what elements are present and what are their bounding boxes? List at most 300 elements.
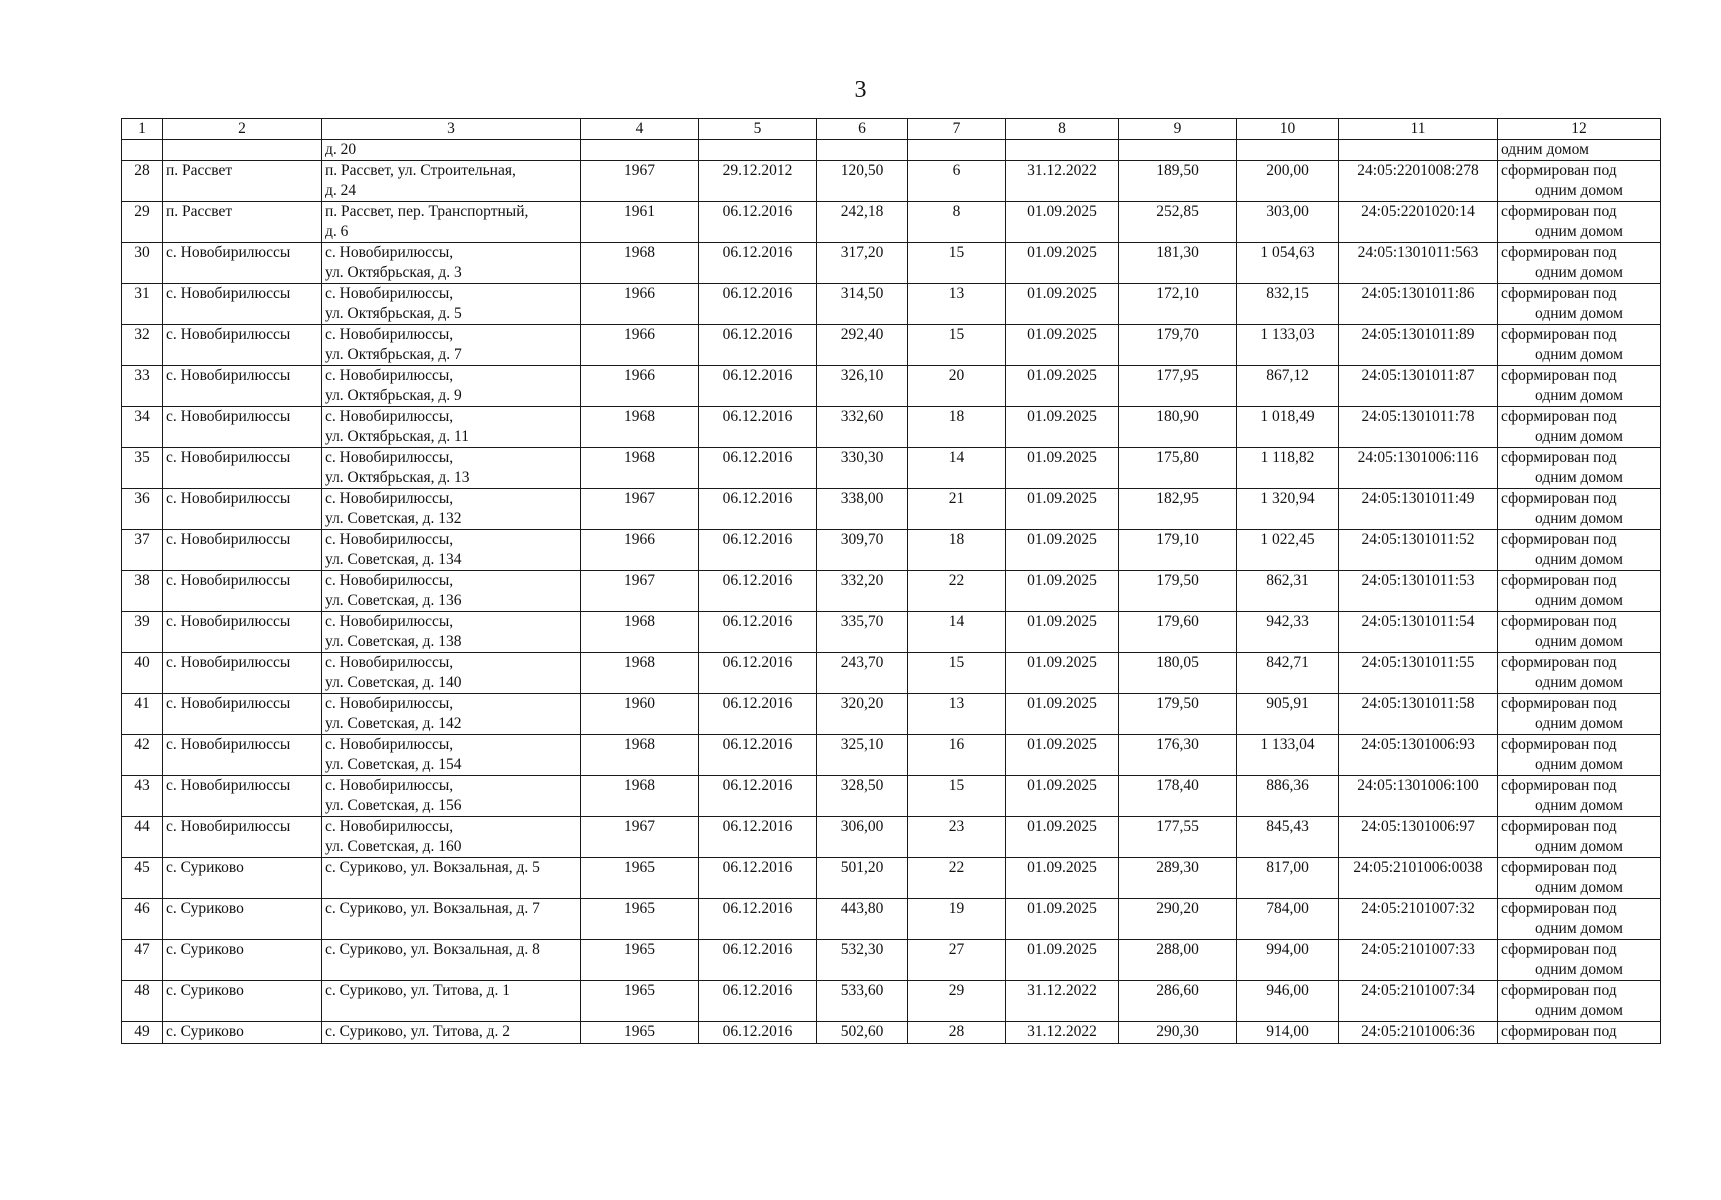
date-recognized-cell: 06.12.2016 [699, 735, 817, 776]
deadline-cell: 01.09.2025 [1006, 776, 1119, 817]
settlement-cell: с. Новобирилюссы [163, 366, 322, 407]
address-cell [322, 981, 581, 1022]
settlement-cell: с. Новобирилюссы [163, 284, 322, 325]
status-cell [1498, 284, 1661, 325]
settlement-cell: с. Новобирилюссы [163, 489, 322, 530]
residents-cell: 15 [908, 776, 1006, 817]
address-cell-line: с. Новобирилюссы, [325, 613, 454, 630]
row-number-cell: 32 [122, 325, 163, 366]
cadastral-number-cell: 24:05:1301011:87 [1339, 366, 1498, 407]
cadastral-number-cell: 24:05:2101006:36 [1339, 1022, 1498, 1044]
cost-cell: 179,50 [1119, 571, 1237, 612]
status-cell-line: одним домом [1535, 715, 1623, 732]
year-cell: 1965 [581, 981, 699, 1022]
cadastral-number-cell: 24:05:1301011:49 [1339, 489, 1498, 530]
settlement-cell: п. Рассвет [163, 202, 322, 243]
deadline-cell: 01.09.2025 [1006, 817, 1119, 858]
status-cell [1498, 735, 1661, 776]
table-row [122, 202, 1661, 243]
address-cell-line: ул. Советская, д. 136 [325, 592, 462, 609]
date-recognized-cell: 06.12.2016 [699, 530, 817, 571]
cost-cell: 290,30 [1119, 1022, 1237, 1044]
date-recognized-cell: 06.12.2016 [699, 899, 817, 940]
address-cell [322, 325, 581, 366]
table-row [122, 940, 1661, 981]
status-cell [1498, 243, 1661, 284]
status-cell-line: одним домом [1535, 387, 1623, 404]
area-cell: 328,50 [817, 776, 908, 817]
settlement-cell: с. Суриково [163, 981, 322, 1022]
date-recognized-cell: 06.12.2016 [699, 1022, 817, 1044]
date-recognized-cell: 06.12.2016 [699, 407, 817, 448]
deadline-cell: 31.12.2022 [1006, 161, 1119, 202]
settlement-cell: с. Новобирилюссы [163, 735, 322, 776]
year-cell: 1968 [581, 653, 699, 694]
status-cell-line: одним домом [1535, 1002, 1623, 1019]
status-cell-line: сформирован под [1501, 736, 1617, 753]
address-cell-line: ул. Октябрьская, д. 11 [325, 428, 469, 445]
deadline-cell: 01.09.2025 [1006, 325, 1119, 366]
status-cell [1498, 489, 1661, 530]
settlement-cell: с. Суриково [163, 940, 322, 981]
settlement-cell: с. Новобирилюссы [163, 694, 322, 735]
deadline-cell: 01.09.2025 [1006, 899, 1119, 940]
status-cell-line: одним домом [1535, 797, 1623, 814]
area-cell: 332,60 [817, 407, 908, 448]
settlement-cell: с. Суриково [163, 858, 322, 899]
deadline-cell: 01.09.2025 [1006, 407, 1119, 448]
status-cell [1498, 612, 1661, 653]
row-number-cell: 30 [122, 243, 163, 284]
date-recognized-cell: 06.12.2016 [699, 571, 817, 612]
deadline-cell: 01.09.2025 [1006, 612, 1119, 653]
status-cell-line: одним домом [1535, 510, 1623, 527]
area-cell: 309,70 [817, 530, 908, 571]
year-cell: 1967 [581, 571, 699, 612]
land-area-cell: 1 133,04 [1237, 735, 1339, 776]
status-cell-line: одним домом [1535, 961, 1623, 978]
area-cell: 292,40 [817, 325, 908, 366]
table-row [122, 735, 1661, 776]
settlement-cell: с. Новобирилюссы [163, 571, 322, 612]
residents-cell: 8 [908, 202, 1006, 243]
status-cell-line: сформирован под [1501, 900, 1617, 917]
address-cell-line: ул. Октябрьская, д. 3 [325, 264, 462, 281]
status-cell [1498, 981, 1661, 1022]
status-cell-line: одним домом [1535, 551, 1623, 568]
residents-cell: 29 [908, 981, 1006, 1022]
date-recognized-cell: 06.12.2016 [699, 776, 817, 817]
year-cell: 1965 [581, 899, 699, 940]
status-cell-line: сформирован под [1501, 490, 1617, 507]
status-cell-line: одним домом [1535, 920, 1623, 937]
table-row [122, 653, 1661, 694]
column-header: 10 [1237, 119, 1339, 140]
cost-cell: 175,80 [1119, 448, 1237, 489]
cadastral-number-cell: 24:05:1301011:53 [1339, 571, 1498, 612]
address-cell-line: д. 6 [325, 223, 349, 240]
row-number-cell: 41 [122, 694, 163, 735]
land-area-cell: 905,91 [1237, 694, 1339, 735]
area-cell: 501,20 [817, 858, 908, 899]
table-row [122, 776, 1661, 817]
area-cell: 320,20 [817, 694, 908, 735]
status-cell-line: сформирован под [1501, 326, 1617, 343]
area-cell: 120,50 [817, 161, 908, 202]
address-cell: с. Суриково, ул. Титова, д. 2 [322, 1022, 581, 1044]
year-cell: 1961 [581, 202, 699, 243]
address-cell-line: с. Новобирилюссы, [325, 818, 454, 835]
area-cell: 533,60 [817, 981, 908, 1022]
status-cell [1498, 530, 1661, 571]
date-recognized-cell: 06.12.2016 [699, 694, 817, 735]
status-cell-line: одним домом [1535, 633, 1623, 650]
land-area-cell: 914,00 [1237, 1022, 1339, 1044]
address-cell [322, 366, 581, 407]
settlement-cell: с. Новобирилюссы [163, 407, 322, 448]
settlement-cell: с. Новобирилюссы [163, 653, 322, 694]
row-number-cell: 49 [122, 1022, 163, 1044]
address-cell [322, 735, 581, 776]
deadline-cell: 01.09.2025 [1006, 940, 1119, 981]
deadline-cell: 01.09.2025 [1006, 694, 1119, 735]
continued-row [122, 140, 1661, 161]
date-recognized-cell: 06.12.2016 [699, 981, 817, 1022]
row-number-cell: 45 [122, 858, 163, 899]
residents-cell: 15 [908, 243, 1006, 284]
status-cell-line: сформирован под [1501, 613, 1617, 630]
date-recognized-cell: 06.12.2016 [699, 448, 817, 489]
deadline-cell: 31.12.2022 [1006, 981, 1119, 1022]
address-cell-line: с. Новобирилюссы, [325, 244, 454, 261]
deadline-cell: 01.09.2025 [1006, 489, 1119, 530]
residents-cell: 28 [908, 1022, 1006, 1044]
residents-cell: 15 [908, 653, 1006, 694]
status-cell-line: одним домом [1535, 756, 1623, 773]
address-cell [322, 817, 581, 858]
table-row [122, 366, 1661, 407]
date-recognized-cell: 06.12.2016 [699, 243, 817, 284]
year-cell: 1965 [581, 1022, 699, 1044]
status-cell-line: сформирован под [1501, 285, 1617, 302]
cost-cell: 177,55 [1119, 817, 1237, 858]
status-cell-line: сформирован под [1501, 203, 1617, 220]
cadastral-number-cell: 24:05:2101007:32 [1339, 899, 1498, 940]
row-number-cell: 34 [122, 407, 163, 448]
housing-registry-table [121, 118, 1661, 1044]
address-cell-line: с. Новобирилюссы, [325, 326, 454, 343]
cost-cell: 179,60 [1119, 612, 1237, 653]
deadline-cell: 01.09.2025 [1006, 653, 1119, 694]
date-recognized-cell: 06.12.2016 [699, 366, 817, 407]
status-cell-line: одним домом [1535, 346, 1623, 363]
address-cell-line: с. Суриково, ул. Вокзальная, д. 5 [325, 859, 540, 876]
status-cell-line: одним домом [1535, 592, 1623, 609]
status-cell-line: одним домом [1535, 879, 1623, 896]
residents-cell: 14 [908, 612, 1006, 653]
cadastral-number-cell: 24:05:1301011:55 [1339, 653, 1498, 694]
row-number-cell: 38 [122, 571, 163, 612]
column-header: 1 [122, 119, 163, 140]
address-cell-line: ул. Советская, д. 134 [325, 551, 462, 568]
residents-cell: 23 [908, 817, 1006, 858]
cadastral-number-cell: 24:05:1301011:52 [1339, 530, 1498, 571]
deadline-cell: 01.09.2025 [1006, 858, 1119, 899]
row-number-cell: 36 [122, 489, 163, 530]
cost-cell: 180,05 [1119, 653, 1237, 694]
area-cell: 325,10 [817, 735, 908, 776]
row-number-cell: 46 [122, 899, 163, 940]
address-cell-line: ул. Советская, д. 160 [325, 838, 462, 855]
residents-cell: 6 [908, 161, 1006, 202]
deadline-cell: 01.09.2025 [1006, 571, 1119, 612]
settlement-cell: с. Новобирилюссы [163, 776, 322, 817]
deadline-cell: 31.12.2022 [1006, 1022, 1119, 1044]
residents-cell: 22 [908, 858, 1006, 899]
row-number-cell: 29 [122, 202, 163, 243]
address-cell-line: с. Суриково, ул. Титова, д. 1 [325, 982, 510, 999]
address-cell [322, 694, 581, 735]
table-row [122, 407, 1661, 448]
status-cell [1498, 407, 1661, 448]
deadline-cell: 01.09.2025 [1006, 366, 1119, 407]
status-cell [1498, 858, 1661, 899]
cadastral-number-cell: 24:05:2101007:33 [1339, 940, 1498, 981]
cadastral-number-cell: 24:05:1301011:86 [1339, 284, 1498, 325]
address-cell [322, 776, 581, 817]
address-cell-line: с. Новобирилюссы, [325, 654, 454, 671]
address-cell-line: с. Новобирилюссы, [325, 572, 454, 589]
cadastral-number-cell: 24:05:1301006:116 [1339, 448, 1498, 489]
cadastral-number-cell: 24:05:2201008:278 [1339, 161, 1498, 202]
area-cell: 242,18 [817, 202, 908, 243]
row-number-cell: 39 [122, 612, 163, 653]
address-cell-line: ул. Советская, д. 142 [325, 715, 462, 732]
row-number-cell: 35 [122, 448, 163, 489]
cadastral-number-cell: 24:05:2201020:14 [1339, 202, 1498, 243]
area-cell: 335,70 [817, 612, 908, 653]
land-area-cell: 994,00 [1237, 940, 1339, 981]
column-header: 8 [1006, 119, 1119, 140]
date-recognized-cell: 06.12.2016 [699, 202, 817, 243]
status-cell [1498, 776, 1661, 817]
address-cell [322, 202, 581, 243]
cost-cell: 289,30 [1119, 858, 1237, 899]
address-cell [322, 571, 581, 612]
deadline-cell: 01.09.2025 [1006, 735, 1119, 776]
date-recognized-cell: 06.12.2016 [699, 284, 817, 325]
cost-cell: 288,00 [1119, 940, 1237, 981]
residents-cell: 16 [908, 735, 1006, 776]
address-cell [322, 407, 581, 448]
column-header: 5 [699, 119, 817, 140]
status-cell-line: сформирован под [1501, 654, 1617, 671]
row-number-cell: 48 [122, 981, 163, 1022]
land-area-cell: 1 320,94 [1237, 489, 1339, 530]
status-cell [1498, 366, 1661, 407]
date-recognized-cell: 06.12.2016 [699, 612, 817, 653]
row-number-cell: 40 [122, 653, 163, 694]
cost-cell: 290,20 [1119, 899, 1237, 940]
status-cell-line: одним домом [1535, 674, 1623, 691]
cost-cell: 178,40 [1119, 776, 1237, 817]
table-row [122, 448, 1661, 489]
status-cell-line: одним домом [1535, 223, 1623, 240]
address-cell [322, 612, 581, 653]
land-area-cell: 1 133,03 [1237, 325, 1339, 366]
address-cell-line: с. Суриково, ул. Вокзальная, д. 7 [325, 900, 540, 917]
row-number-cell: 42 [122, 735, 163, 776]
address-cell-line: ул. Октябрьская, д. 5 [325, 305, 462, 322]
address-cell-line: д. 24 [325, 182, 357, 199]
date-recognized-cell: 06.12.2016 [699, 325, 817, 366]
table-row [122, 899, 1661, 940]
address-cell-line: с. Новобирилюссы, [325, 408, 454, 425]
status-cell [1498, 653, 1661, 694]
address-cell-line: с. Новобирилюссы, [325, 449, 454, 466]
address-cell [322, 284, 581, 325]
year-cell: 1968 [581, 243, 699, 284]
status-cell [1498, 202, 1661, 243]
year-cell: 1966 [581, 366, 699, 407]
land-area-cell: 886,36 [1237, 776, 1339, 817]
address-cell-line: ул. Октябрьская, д. 9 [325, 387, 462, 404]
year-cell: 1966 [581, 284, 699, 325]
cost-cell: 189,50 [1119, 161, 1237, 202]
residents-cell: 27 [908, 940, 1006, 981]
deadline-cell: 01.09.2025 [1006, 530, 1119, 571]
table-row [122, 325, 1661, 366]
column-header: 4 [581, 119, 699, 140]
address-cell [322, 243, 581, 284]
address-cell-line: с. Новобирилюссы, [325, 695, 454, 712]
year-cell: 1968 [581, 776, 699, 817]
row-number-cell: 31 [122, 284, 163, 325]
area-cell: 314,50 [817, 284, 908, 325]
land-area-cell: 845,43 [1237, 817, 1339, 858]
address-cell-line: ул. Октябрьская, д. 13 [325, 469, 470, 486]
table-row [122, 243, 1661, 284]
status-cell [1498, 817, 1661, 858]
status-cell-line: сформирован под [1501, 531, 1617, 548]
land-area-cell: 200,00 [1237, 161, 1339, 202]
status-cell [1498, 694, 1661, 735]
status-cell-line: одним домом [1535, 838, 1623, 855]
area-cell: 443,80 [817, 899, 908, 940]
year-cell: 1960 [581, 694, 699, 735]
residents-cell: 20 [908, 366, 1006, 407]
status-cell-line: одним домом [1535, 305, 1623, 322]
address-cell-line: с. Новобирилюссы, [325, 367, 454, 384]
residents-cell: 22 [908, 571, 1006, 612]
year-cell: 1966 [581, 325, 699, 366]
deadline-cell: 01.09.2025 [1006, 284, 1119, 325]
status-cell: сформирован под [1498, 1022, 1661, 1044]
land-area-cell: 1 018,49 [1237, 407, 1339, 448]
address-cell-line: ул. Советская, д. 154 [325, 756, 462, 773]
land-area-cell: 832,15 [1237, 284, 1339, 325]
area-cell: 330,30 [817, 448, 908, 489]
row-number-cell: 44 [122, 817, 163, 858]
area-cell: 332,20 [817, 571, 908, 612]
land-area-cell: 946,00 [1237, 981, 1339, 1022]
cost-cell: 176,30 [1119, 735, 1237, 776]
cadastral-number-cell: 24:05:1301006:97 [1339, 817, 1498, 858]
address-cell [322, 448, 581, 489]
column-header: 12 [1498, 119, 1661, 140]
year-cell: 1967 [581, 161, 699, 202]
cost-cell: 252,85 [1119, 202, 1237, 243]
status-cell-line: сформирован под [1501, 777, 1617, 794]
status-cell-line: одним домом [1535, 264, 1623, 281]
land-area-cell: 1 118,82 [1237, 448, 1339, 489]
row-number-cell: 28 [122, 161, 163, 202]
status-cell [1498, 448, 1661, 489]
column-header: 6 [817, 119, 908, 140]
deadline-cell: 01.09.2025 [1006, 243, 1119, 284]
address-cell [322, 858, 581, 899]
cost-cell: 172,10 [1119, 284, 1237, 325]
deadline-cell: 01.09.2025 [1006, 448, 1119, 489]
residents-cell: 15 [908, 325, 1006, 366]
status-cell-line: сформирован под [1501, 572, 1617, 589]
status-cell-line: сформирован под [1501, 982, 1617, 999]
settlement-cell: с. Новобирилюссы [163, 817, 322, 858]
row-number-cell: 37 [122, 530, 163, 571]
status-cell-line: одним домом [1535, 469, 1623, 486]
address-cell-line: с. Новобирилюссы, [325, 531, 454, 548]
date-recognized-cell: 06.12.2016 [699, 940, 817, 981]
address-cell [322, 530, 581, 571]
table-row [122, 612, 1661, 653]
cost-cell: 179,10 [1119, 530, 1237, 571]
date-recognized-cell: 06.12.2016 [699, 817, 817, 858]
residents-cell: 18 [908, 530, 1006, 571]
address-cell-line: с. Суриково, ул. Вокзальная, д. 8 [325, 941, 540, 958]
cost-cell: 179,50 [1119, 694, 1237, 735]
status-cell: одним домом [1498, 140, 1661, 161]
column-number-row [122, 119, 1661, 140]
page-number: 3 [854, 77, 867, 103]
column-header: 2 [163, 119, 322, 140]
year-cell: 1968 [581, 448, 699, 489]
address-cell-line: ул. Советская, д. 156 [325, 797, 462, 814]
address-cell-line: ул. Советская, д. 132 [325, 510, 462, 527]
cadastral-number-cell: 24:05:1301006:93 [1339, 735, 1498, 776]
table-row [122, 858, 1661, 899]
year-cell: 1965 [581, 858, 699, 899]
address-cell-line: ул. Советская, д. 140 [325, 674, 462, 691]
table-row [122, 1022, 1661, 1044]
year-cell: 1965 [581, 940, 699, 981]
residents-cell: 14 [908, 448, 1006, 489]
table-row [122, 489, 1661, 530]
cost-cell: 181,30 [1119, 243, 1237, 284]
cadastral-number-cell: 24:05:1301011:78 [1339, 407, 1498, 448]
land-area-cell: 842,71 [1237, 653, 1339, 694]
area-cell: 243,70 [817, 653, 908, 694]
year-cell: 1967 [581, 489, 699, 530]
cost-cell: 286,60 [1119, 981, 1237, 1022]
date-recognized-cell: 29.12.2012 [699, 161, 817, 202]
cost-cell: 179,70 [1119, 325, 1237, 366]
table-row [122, 571, 1661, 612]
status-cell-line: сформирован под [1501, 941, 1617, 958]
row-number-cell: 43 [122, 776, 163, 817]
address-cell: д. 20 [322, 140, 581, 161]
column-header: 3 [322, 119, 581, 140]
area-cell: 306,00 [817, 817, 908, 858]
